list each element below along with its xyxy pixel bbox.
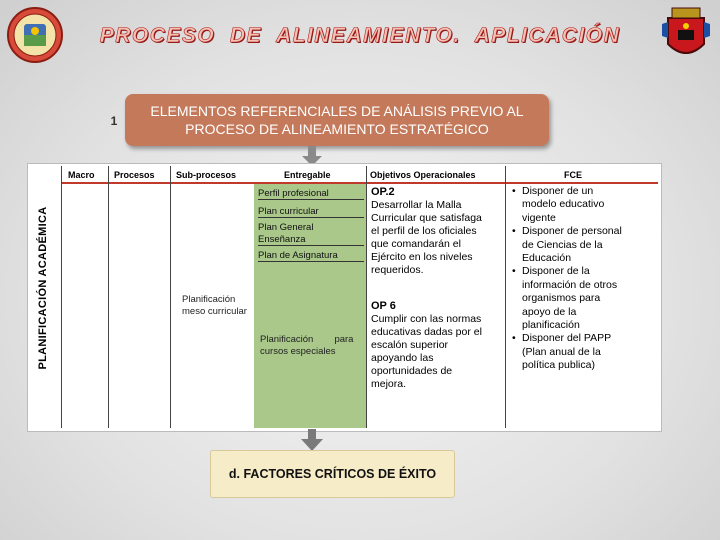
objetivo-line: Ejército en los niveles xyxy=(371,251,473,263)
entregable-item: Plan curricular xyxy=(258,206,364,218)
objetivo-line: educativas dadas por el xyxy=(371,326,482,338)
objetivo-title: OP 6 xyxy=(371,300,396,312)
fce-line: • Disponer de la xyxy=(522,265,590,278)
fce-line: modelo educativo xyxy=(522,198,605,211)
vertical-macro-label xyxy=(30,168,56,408)
table-header-row xyxy=(62,168,658,184)
objetivo-line: requeridos. xyxy=(371,264,424,276)
slide-title: PROCESO DE ALINEAMIENTO. APLICACIÓN xyxy=(99,24,621,47)
fce-item xyxy=(512,185,650,225)
fce-item xyxy=(512,332,650,372)
fce-line: (Plan anual de la xyxy=(522,345,601,358)
objetivo-line: mejora. xyxy=(371,378,407,390)
fce-line: • Disponer de personal xyxy=(522,225,622,238)
objetivo-line: apoyando las xyxy=(371,352,434,364)
military-emblem-logo-right xyxy=(658,4,714,66)
objetivo-line: que comandarán el xyxy=(371,238,461,250)
header-procesos: Procesos xyxy=(114,170,155,180)
header-subprocesos: Sub-procesos xyxy=(176,170,237,180)
critical-factors-box: d. FACTORES CRÍTICOS DE ÉXITO xyxy=(210,450,455,498)
objetivo-title: OP.2 xyxy=(371,186,395,198)
fce-line: • Disponer del PAPP xyxy=(522,332,612,345)
header-entregable: Entregable xyxy=(284,170,331,180)
col-divider xyxy=(170,166,171,428)
col-divider xyxy=(61,166,62,428)
col-divider xyxy=(108,166,109,428)
fce-line: organismos para xyxy=(522,292,601,305)
down-arrow-icon xyxy=(300,429,324,451)
fce-line: información de otros xyxy=(522,278,618,291)
fce-line: vigente xyxy=(522,211,556,224)
entregable-item: Enseñanza xyxy=(258,234,364,246)
col-divider xyxy=(505,166,506,428)
section-banner xyxy=(125,94,549,146)
objetivo-line: Desarrollar la Malla xyxy=(371,199,462,211)
fce-line: • Disponer de un xyxy=(522,185,594,197)
banner-line-1: ELEMENTOS REFERENCIALES DE ANÁLISIS PREVIO AL xyxy=(150,103,524,119)
banner-line-2: PROCESO DE ALINEAMIENTO ESTRATÉGICO xyxy=(185,121,489,137)
col-divider xyxy=(366,166,367,428)
fce-line: política publica) xyxy=(522,359,595,372)
entregable-item: Plan General xyxy=(258,222,314,233)
objetivo-op6 xyxy=(371,300,501,391)
fce-item xyxy=(512,225,650,265)
institution-shield-logo-left xyxy=(6,6,64,64)
step-number: 1 xyxy=(110,114,118,128)
subproceso-line-2: meso curricular xyxy=(182,306,247,317)
fce-list xyxy=(512,185,650,373)
fce-line: apoyo de la xyxy=(522,305,577,318)
entregable-highlight xyxy=(254,184,366,428)
objetivo-line: Cumplir con las normas xyxy=(371,313,482,325)
header-fce: FCE xyxy=(564,170,582,180)
entregable-special xyxy=(260,334,364,358)
fce-line: planificación xyxy=(522,319,580,332)
objetivo-line: Curricular que satisfaga xyxy=(371,212,482,224)
header-macro: Macro xyxy=(68,170,95,180)
objetivo-line: el perfil de los oficiales xyxy=(371,225,477,237)
fce-line: de Ciencias de la xyxy=(522,238,603,251)
objetivo-line: oportunidades de xyxy=(371,365,453,377)
objetivo-line: escalón superior xyxy=(371,339,449,351)
vertical-label-text: PLANIFICACIÓN ACADÉMICA xyxy=(37,206,49,370)
objetivo-op2 xyxy=(371,186,501,277)
entregable-item: Plan de Asignatura xyxy=(258,250,364,262)
subproceso-cell xyxy=(182,294,252,318)
entregable-special-line-1: Planificación para xyxy=(260,334,354,345)
fce-item xyxy=(512,265,650,332)
entregable-special-line-2: cursos especiales xyxy=(260,346,336,357)
entregable-item: Perfil profesional xyxy=(258,188,364,200)
fce-line: Educación xyxy=(522,252,572,265)
header-objetivos: Objetivos Operacionales xyxy=(370,170,476,180)
subproceso-line-1: Planificación xyxy=(182,294,236,305)
